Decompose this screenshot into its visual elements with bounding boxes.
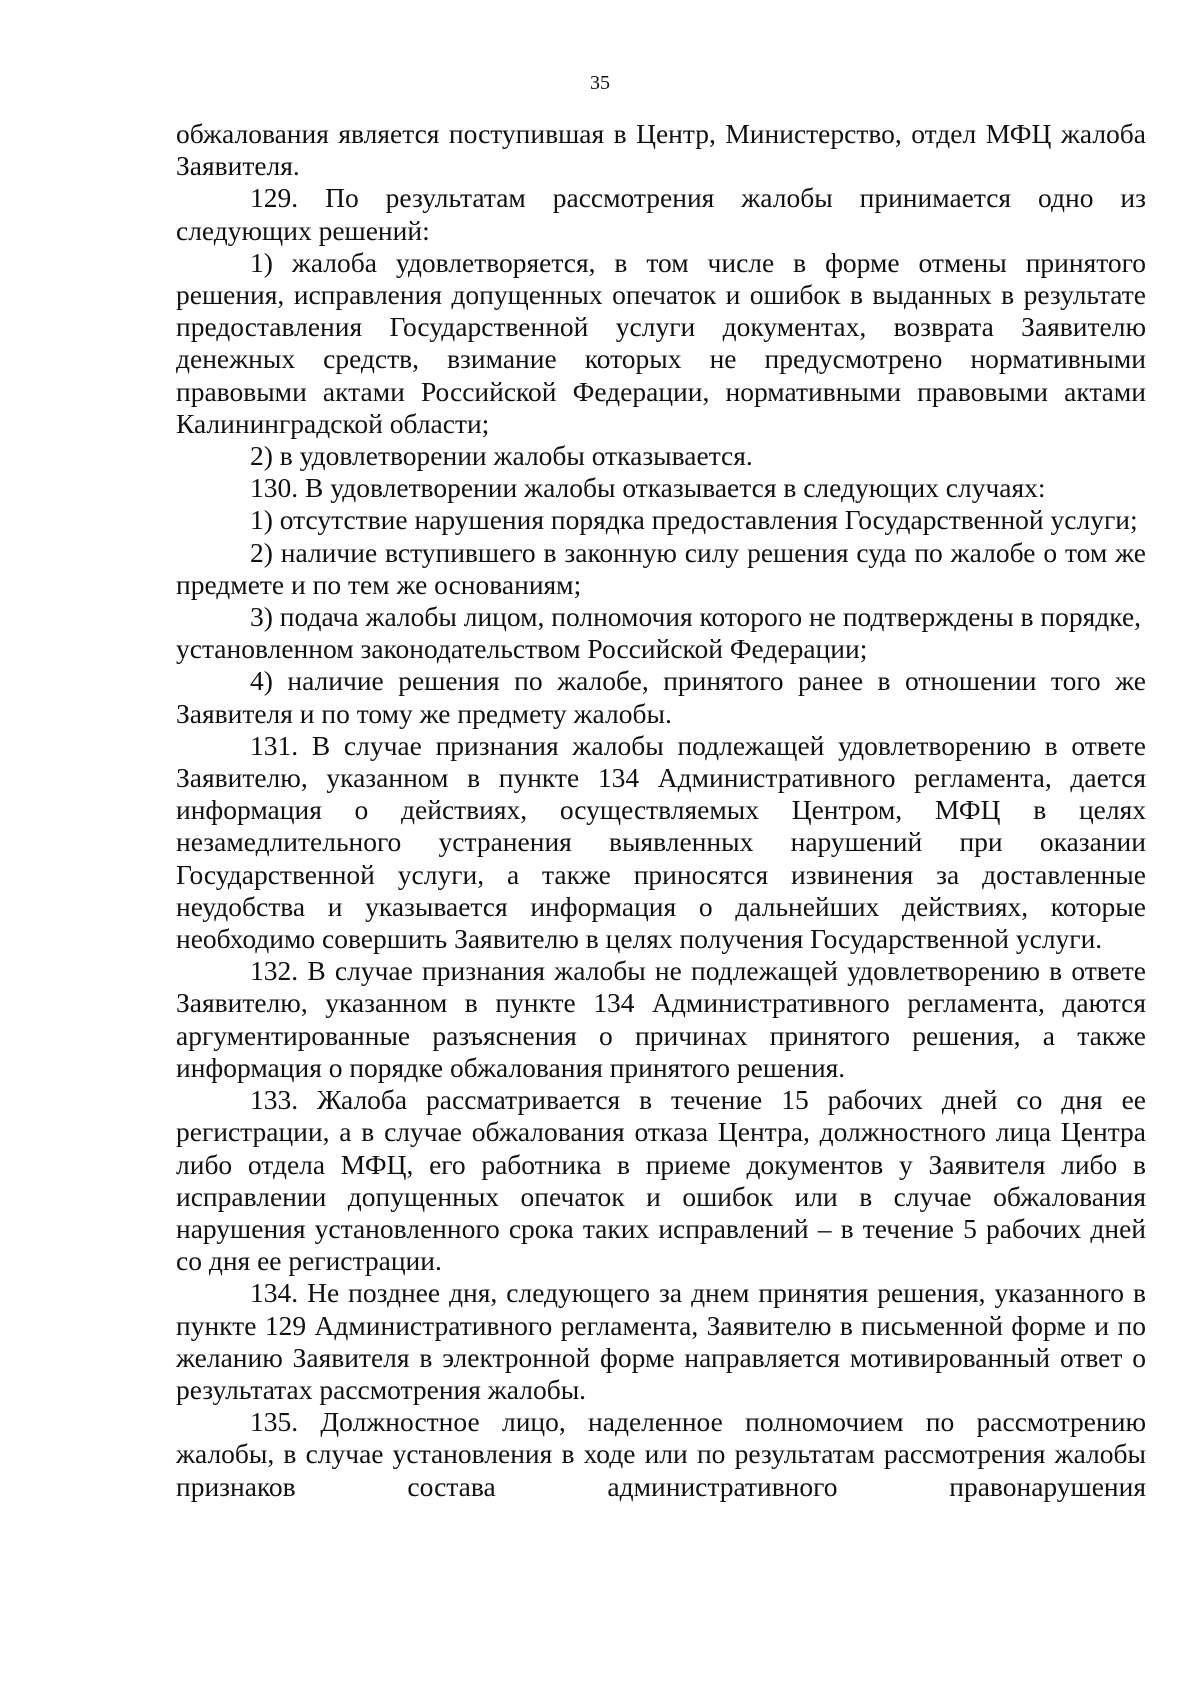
paragraph-131: 131. В случае признания жалобы подлежащей удовлетворению в ответе Заявителю, указанном в пункте 134 Административного регламента, дается информация о действиях, осуществляемых Центром, МФЦ в целях незамедлительного устранения выявленных нарушений при оказании Государственной услуги, а также приносятся извинения за доставленные неудобства и указывается информация о дальнейших действиях, которые необходимо совершить Заявителю в целях получения Государственной услуги.	[176, 729, 1146, 955]
paragraph-130: 130. В удовлетворении жалобы отказывается в следующих случаях:	[250, 472, 1046, 504]
paragraph-129: 129. По результатам рассмотрения жалобы принимается одно из следующих решений:	[176, 182, 1146, 246]
paragraph-continuation: обжалования является поступившая в Центр, Министерство, отдел МФЦ жалоба Заявителя.	[176, 118, 1146, 182]
paragraph-130-item-2: 2) наличие вступившего в законную силу решения суда по жалобе о том же предмете и по тем же основаниям;	[176, 536, 1146, 600]
paragraph-134: 134. Не позднее дня, следующего за днем принятия решения, указанного в пункте 129 Административного регламента, Заявителю в письменной форме и по желанию Заявителя в электронной форме направляется мотивированный ответ о результатах рассмотрения жалобы.	[176, 1277, 1146, 1405]
paragraph-130-item-3-continuation: установленном законодательством Российской Федерации;	[176, 633, 868, 665]
paragraph-133: 133. Жалоба рассматривается в течение 15 рабочих дней со дня ее регистрации, а в случае обжалования отказа Центра, должностного лица Центра либо отдела МФЦ, его работника в приеме документов у Заявителя либо в исправлении допущенных опечаток и ошибок или в случае обжалования нарушения установленного срока таких исправлений – в течение 5 рабочих дней со дня ее регистрации.	[176, 1084, 1146, 1277]
document-body	[176, 118, 1146, 1503]
page-number: 35	[590, 72, 610, 94]
paragraph-135: 135. Должностное лицо, наделенное полномочием по рассмотрению жалобы, в случае установления в ходе или по результатам рассмотрения жалобы признаков состава административного правонарушения	[176, 1406, 1146, 1502]
paragraph-130-item-3: 3) подача жалобы лицом, полномочия которого не подтверждены в порядке,	[250, 601, 1142, 633]
paragraph-130-item-1: 1) отсутствие нарушения порядка предоставления Государственной услуги;	[250, 504, 1138, 536]
paragraph-129-item-1: 1) жалоба удовлетворяется, в том числе в форме отмены принятого решения, исправления допущенных опечаток и ошибок в выданных в результате предоставления Государственной услуги документах, возврата Заявителю денежных средств, взимание которых не предусмотрено нормативными правовыми актами Российской Федерации, нормативными правовыми актами Калининградской области;	[176, 246, 1146, 439]
paragraph-129-item-2: 2) в удовлетворении жалобы отказывается.	[250, 440, 753, 472]
paragraph-130-item-4: 4) наличие решения по жалобе, принятого ранее в отношении того же Заявителя и по тому же предмету жалобы.	[176, 665, 1146, 729]
paragraph-132: 132. В случае признания жалобы не подлежащей удовлетворению в ответе Заявителю, указанном в пункте 134 Административного регламента, даются аргументированные разъяснения о причинах принятого решения, а также информация о порядке обжалования принятого решения.	[176, 955, 1146, 1083]
